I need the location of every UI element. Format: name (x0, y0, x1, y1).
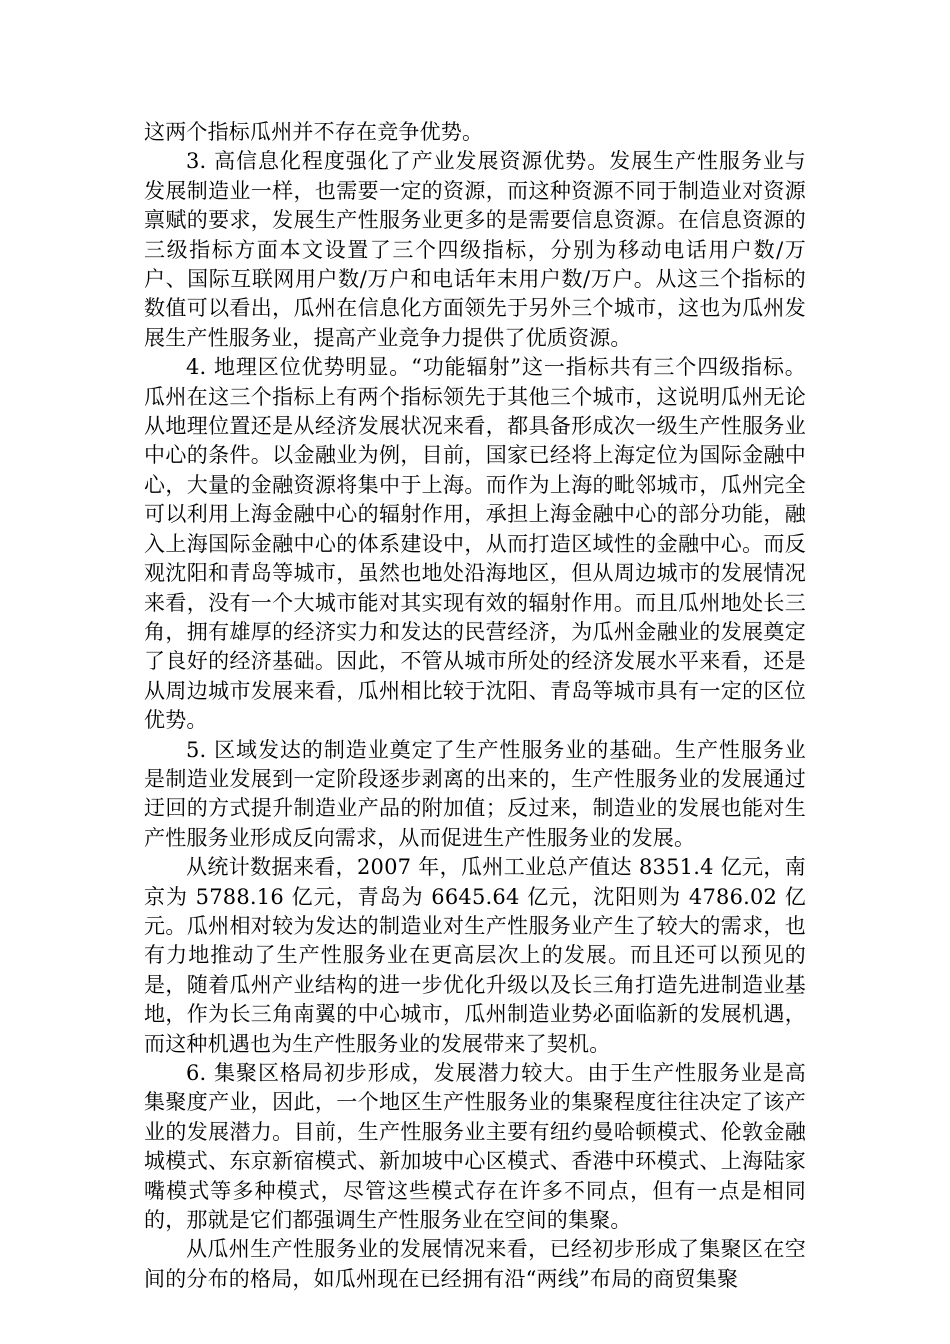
paragraph-cluster: 从瓜州生产性服务业的发展情况来看，已经初步形成了集聚区在空间的分布的格局，如瓜州现在已经拥有沿“两线”布局的商贸集聚 (144, 1237, 806, 1291)
paragraph-statistics: 从统计数据来看，2007 年，瓜州工业总产值达 8351.4 亿元，南京为 5788.16 亿元，青岛为 6645.64 亿元，沈阳则为 4786.02 亿元。瓜州相对较为发达的制造业对生产性服务业产生了较大的需求，也有力地推动了生产性服务业在更高层次上的发展。而且还可以预见的是，随着瓜州产业结构的进一步优化升级以及长三角打造先进制造业基地，作为长三角南翼的中心城市，瓜州制造业势必面临新的发展机遇，而这种机遇也为生产性服务业的发展带来了契机。 (144, 855, 806, 1056)
paragraph-point-6: 6. 集聚区格局初步形成，发展潜力较大。由于生产性服务业是高集聚度产业，因此，一个地区生产性服务业的集聚程度往往决定了该产业的发展潜力。目前，生产性服务业主要有纽约曼哈顿模式、伦敦金融城模式、东京新宿模式、新加坡中心区模式、香港中环模式、上海陆家嘴模式等多种模式，尽管这些模式存在许多不同点，但有一点是相同的，那就是它们都强调生产性服务业在空间的集聚。 (144, 1061, 806, 1233)
paragraph-point-4: 4. 地理区位优势明显。“功能辐射”这一指标共有三个四级指标。瓜州在这三个指标上有两个指标领先于其他三个城市，这说明瓜州无论从地理位置还是从经济发展状况来看，都具备形成次一级生产性服务业中心的条件。以金融业为例，目前，国家已经将上海定位为国际金融中心，大量的金融资源将集中于上海。而作为上海的毗邻城市，瓜州完全可以利用上海金融中心的辐射作用，承担上海金融中心的部分功能，融入上海国际金融中心的体系建设中，从而打造区域性的金融中心。而反观沈阳和青岛等城市，虽然也地处沿海地区，但从周边城市的发展情况来看，没有一个大城市能对其实现有效的辐射作用。而且瓜州地处长三角，拥有雄厚的经济实力和发达的民营经济，为瓜州金融业的发展奠定了良好的经济基础。因此，不管从城市所处的经济发展水平来看，还是从周边城市发展来看，瓜州相比较于沈阳、青岛等城市具有一定的区位优势。 (144, 355, 806, 733)
paragraph-point-3: 3. 高信息化程度强化了产业发展资源优势。发展生产性服务业与发展制造业一样，也需要一定的资源，而这种资源不同于制造业对资源禀赋的要求，发展生产性服务业更多的是需要信息资源。在信息资源的三级指标方面本文设置了三个四级指标，分别为移动电话用户数/万户、国际互联网用户数/万户和电话年末用户数/万户。从这三个指标的数值可以看出，瓜州在信息化方面领先于另外三个城市，这也为瓜州发展生产性服务业，提高产业竞争力提供了优质资源。 (144, 149, 806, 350)
document-page (144, 118, 806, 1294)
paragraph-point-5: 5. 区域发达的制造业奠定了生产性服务业的基础。生产性服务业是制造业发展到一定阶段逐步剥离的出来的，生产性服务业的发展通过迂回的方式提升制造业产品的附加值；反过来，制造业的发展也能对生产性服务业形成反向需求，从而促进生产性服务业的发展。 (144, 737, 806, 850)
paragraph-continuation: 这两个指标瓜州并不存在竞争优势。 (144, 120, 484, 144)
